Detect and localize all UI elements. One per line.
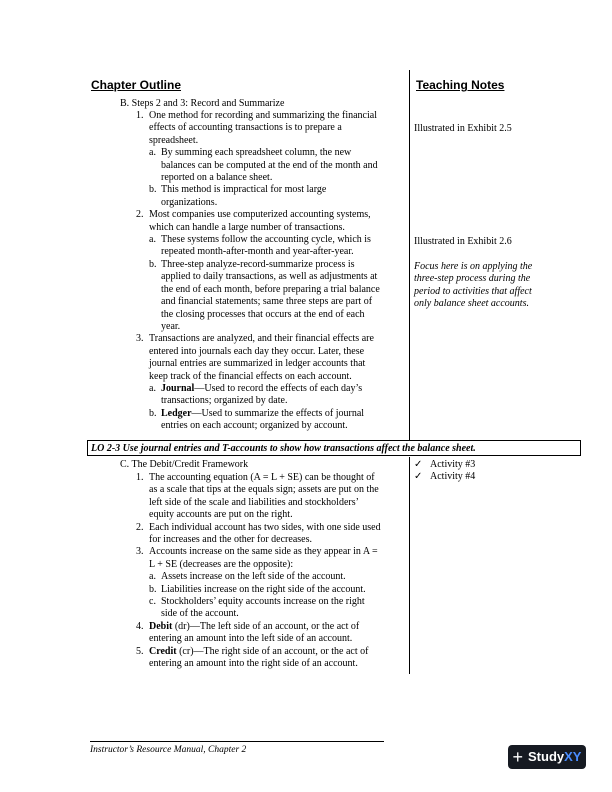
item-line: the closing processes that occurs at the end of each xyxy=(161,308,365,320)
item-line: entered into journals each day they occur. Later, these xyxy=(149,345,365,357)
item-line: (cr)—The right side of an account, or the act of xyxy=(176,645,369,657)
item-line: the end of each month, before preparing a trial balance xyxy=(161,283,380,295)
item-letter: a. xyxy=(149,571,156,583)
logo-prefix: Study xyxy=(528,748,565,764)
item-line: Three-step analyze-record-summarize process is xyxy=(161,258,355,270)
item-line: This method is impractical for most large xyxy=(161,184,327,196)
note-line: period to activities that affect xyxy=(414,285,532,297)
item-line: as a scale that tips at the equals sign; assets are put on the xyxy=(149,484,379,496)
item-line: By summing each spreadsheet column, the new xyxy=(161,147,352,159)
footer-rule xyxy=(90,741,384,742)
item-letter: b. xyxy=(149,407,157,419)
item-line: The accounting equation (A = L + SE) can be thought of xyxy=(149,472,375,483)
item-line: and financial statements; same three steps are part of xyxy=(161,296,373,308)
ledger-term: Ledger xyxy=(161,407,192,419)
item-line: transactions; organized by date. xyxy=(161,395,288,407)
item-line: Transactions are analyzed, and their financial effects are xyxy=(149,333,374,345)
item-number: 2. xyxy=(136,209,144,221)
item-number: 4. xyxy=(136,620,144,632)
note-line: only balance sheet accounts. xyxy=(414,298,529,310)
credit-term: Credit xyxy=(149,645,177,657)
item-line: which can handle a large number of transactions. xyxy=(149,221,345,233)
item-letter: b. xyxy=(149,258,157,270)
footer-text: Instructor’s Resource Manual, Chapter 2 xyxy=(90,745,247,755)
item-line: These systems follow the accounting cycle, which is xyxy=(161,234,371,246)
note-focus xyxy=(414,261,554,311)
item-line: Most companies use computerized accounting systems, xyxy=(149,209,371,221)
item-line: applied to daily transactions, as well as adjustments at xyxy=(161,271,378,283)
item-line: for increases and the other for decreases. xyxy=(149,534,312,546)
item-number: 1. xyxy=(136,472,144,483)
item-number: 5. xyxy=(136,645,144,657)
item-line: journal entries are summarized in ledger accounts that xyxy=(149,358,366,370)
item-line: One method for recording and summarizing the financial xyxy=(149,110,377,121)
item-line: (dr)—The left side of an account, or the act of xyxy=(172,620,360,632)
item-line: side of the account. xyxy=(161,608,239,620)
item-line: balances can be computed at the end of the month and xyxy=(161,159,378,171)
checkmark-icon: ✓ xyxy=(414,459,423,470)
item-line: —Used to record the effects of each day’s xyxy=(194,382,363,394)
item-line: spreadsheet. xyxy=(149,134,199,146)
debit-term: Debit xyxy=(149,620,173,632)
plus-icon: + xyxy=(512,747,524,767)
item-number: 3. xyxy=(136,333,144,345)
column-divider-bottom xyxy=(409,457,410,674)
item-line: left side of the scale and liabilities and stockholders’ xyxy=(149,496,359,508)
item-letter: a. xyxy=(149,234,156,246)
item-number: 1. xyxy=(136,110,144,121)
item-line: year. xyxy=(161,320,181,332)
item-number: 2. xyxy=(136,521,144,533)
item-line: reported on a balance sheet. xyxy=(161,172,273,184)
section-b-item-1 xyxy=(136,110,406,433)
item-line: effects of accounting transactions is to prepare a xyxy=(149,122,342,134)
note-exhibit-2-6: Illustrated in Exhibit 2.6 xyxy=(414,236,512,247)
item-letter: c. xyxy=(149,596,156,608)
item-line: Liabilities increase on the right side of the account. xyxy=(161,583,366,595)
activity-4 xyxy=(414,471,475,483)
chapter-outline-heading: Chapter Outline xyxy=(91,78,182,92)
item-letter: a. xyxy=(149,382,156,394)
item-line: entering an amount into the left side of an account. xyxy=(149,633,353,645)
activity-3 xyxy=(414,459,475,471)
item-line: keep track of the financial effects on each account. xyxy=(149,370,352,382)
logo-suffix: XY xyxy=(564,748,582,764)
item-line: entries on each account; organized by account. xyxy=(161,420,348,432)
item-line: Each individual account has two sides, with one side used xyxy=(149,521,381,533)
column-divider-top xyxy=(409,70,410,440)
section-c-title: C. The Debit/Credit Framework xyxy=(120,459,249,470)
activity-label: Activity #3 xyxy=(430,459,476,470)
item-line: repeated month-after-month and year-after-year. xyxy=(161,246,354,258)
item-letter: b. xyxy=(149,583,157,595)
item-letter: b. xyxy=(149,184,157,196)
section-c-items xyxy=(136,472,406,671)
item-line: organizations. xyxy=(161,196,218,208)
item-line: Accounts increase on the same side as they appear in A = xyxy=(149,546,378,558)
note-line: three-step process during the xyxy=(414,273,531,285)
item-letter: a. xyxy=(149,147,156,159)
studyxy-logo[interactable] xyxy=(508,745,586,769)
journal-term: Journal xyxy=(161,382,195,394)
learning-objective-banner: LO 2-3 Use journal entries and T-accounts to show how transactions affect the balance sheet. xyxy=(87,440,581,456)
section-b-title: B. Steps 2 and 3: Record and Summarize xyxy=(120,98,285,109)
note-exhibit-2-5: Illustrated in Exhibit 2.5 xyxy=(414,123,512,134)
note-line: Focus here is on applying the xyxy=(414,261,533,272)
logo-text xyxy=(528,748,582,764)
teaching-notes-heading: Teaching Notes xyxy=(416,78,505,92)
item-number: 3. xyxy=(136,546,144,558)
item-line: entering an amount into the right side of an account. xyxy=(149,658,358,670)
activity-label: Activity #4 xyxy=(430,471,476,482)
item-line: Assets increase on the left side of the account. xyxy=(161,571,346,583)
item-line: equity accounts are put on the right. xyxy=(149,509,293,521)
item-line: Stockholders’ equity accounts increase on the right xyxy=(161,596,365,608)
item-line: L + SE (decreases are the opposite): xyxy=(149,558,294,570)
checkmark-icon: ✓ xyxy=(414,471,423,482)
item-line: —Used to summarize the effects of journal xyxy=(191,407,365,419)
